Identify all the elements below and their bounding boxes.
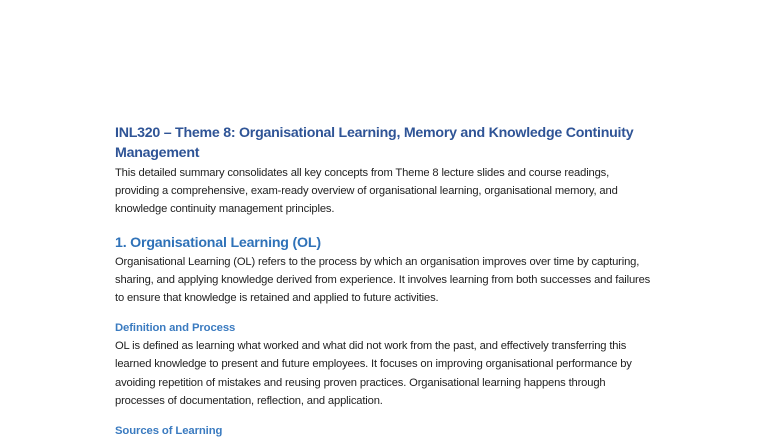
document-title: INL320 – Theme 8: Organisational Learning, Memory and Knowledge Continuity Management	[115, 125, 634, 161]
subheading-definition-and-process: Definition and Process	[115, 322, 236, 335]
section-heading-organisational-learning: 1. Organisational Learning (OL)	[115, 234, 321, 251]
section-paragraph-organisational-learning: Organisational Learning (OL) refers to the process by which an organisation improves over time by capturing, sharing, and applying knowledge derived from experience. It involves learning from both successes and failures to ensure that knowledge is retained and applied to future activities.	[115, 255, 651, 305]
subheading-sources-of-learning: Sources of Learning	[115, 425, 223, 438]
intro-paragraph: This detailed summary consolidates all key concepts from Theme 8 lecture slides and course readings, providing a comprehensive, exam-ready overview of organisational learning, organisational memory, and knowledge continuity management principles.	[115, 167, 618, 216]
document-body	[115, 123, 655, 440]
paragraph-definition-and-process: OL is defined as learning what worked and what did not work from the past, and effectively transferring this learned knowledge to present and future employees. It focuses on improving organisational performance by avoiding repetition of mistakes and reusing proven practices. Organisational learning happens through processes of documentation, reflection, and application.	[115, 340, 632, 407]
